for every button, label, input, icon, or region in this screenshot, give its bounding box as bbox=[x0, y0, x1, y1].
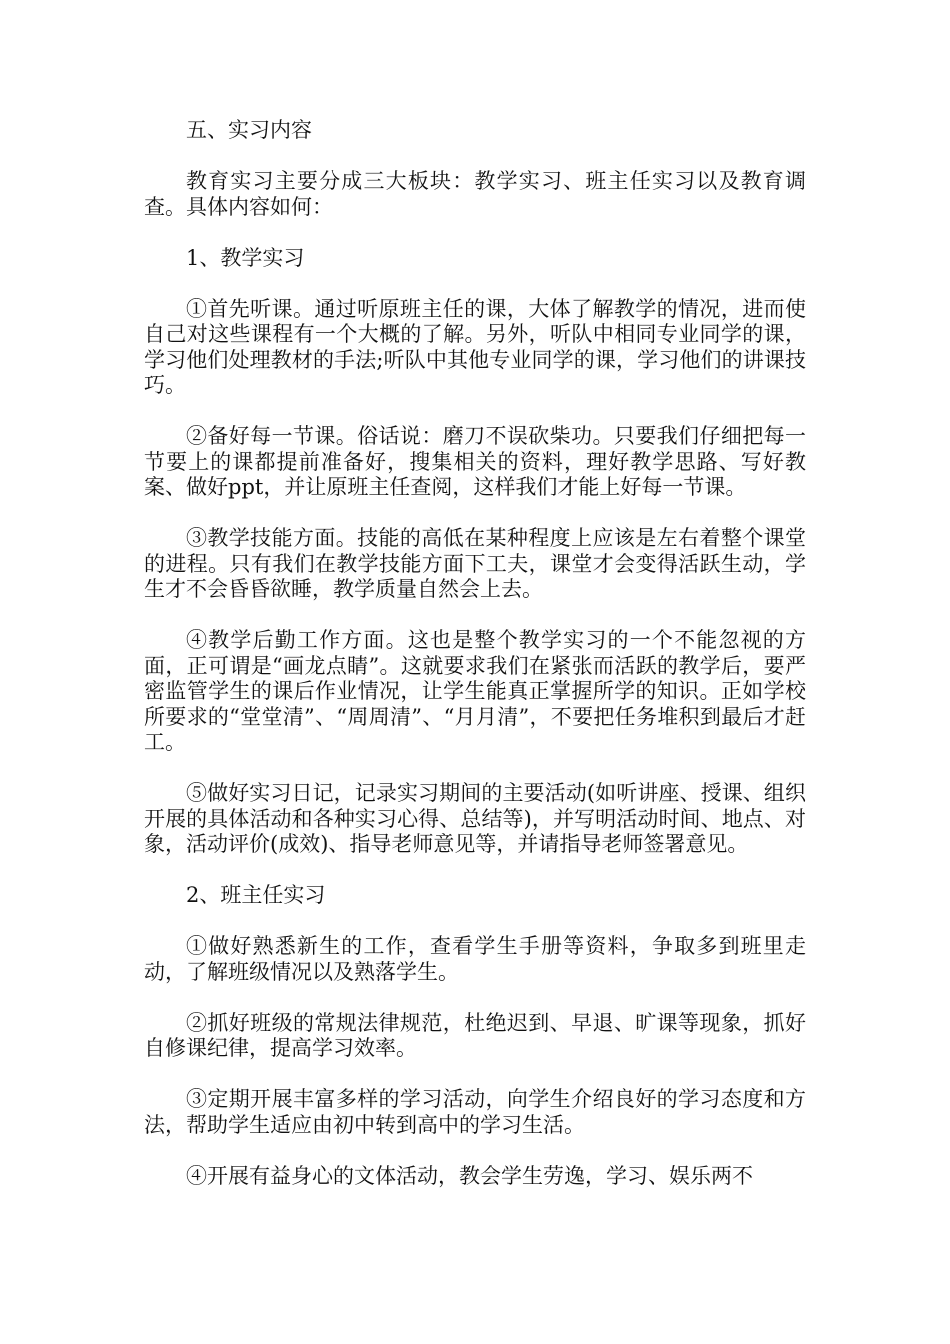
intro-paragraph: 教育实习主要分成三大板块：教学实习、班主任实习以及教育调查。具体内容如何： bbox=[144, 169, 806, 219]
paragraph: ②抓好班级的常规法律规范，杜绝迟到、早退、旷课等现象，抓好自修课纪律，提高学习效率。 bbox=[144, 1010, 806, 1060]
section-heading: 五、实习内容 bbox=[186, 118, 312, 142]
subsection-heading: 2、班主任实习 bbox=[186, 883, 326, 907]
paragraph: ①做好熟悉新生的工作，查看学生手册等资料，争取多到班里走动，了解班级情况以及熟落学生。 bbox=[144, 934, 806, 984]
paragraph: ③教学技能方面。技能的高低在某种程度上应该是左右着整个课堂的进程。只有我们在教学技能方面下工夫，课堂才会变得活跃生动，学生才不会昏昏欲睡，教学质量自然会上去。 bbox=[144, 526, 806, 601]
paragraph: ②备好每一节课。俗话说：磨刀不误砍柴功。只要我们仔细把每一节要上的课都提前准备好，搜集相关的资料，理好教学思路、写好教案、做好ppt，并让原班主任查阅，这样我们才能上好每一节课。 bbox=[144, 424, 806, 499]
subsection-heading: 1、教学实习 bbox=[186, 245, 305, 270]
paragraph: ①首先听课。通过听原班主任的课，大体了解教学的情况，进而使自己对这些课程有一个大概的了解。另外，听队中相同专业同学的课，学习他们处理教材的手法;听队中其他专业同学的课，学习他们的讲课技巧。 bbox=[144, 296, 806, 397]
paragraph: ⑤做好实习日记，记录实习期间的主要活动(如听讲座、授课、组织开展的具体活动和各种实习心得、总结等)，并写明活动时间、地点、对象，活动评价(成效)、指导老师意见等，并请指导老师签署意见。 bbox=[144, 781, 806, 856]
document-body bbox=[144, 118, 806, 1215]
paragraph: ④开展有益身心的文体活动，教会学生劳逸，学习、娱乐两不 bbox=[186, 1163, 753, 1188]
paragraph: ③定期开展丰富多样的学习活动，向学生介绍良好的学习态度和方法，帮助学生适应由初中转到高中的学习生活。 bbox=[144, 1087, 806, 1137]
paragraph: ④教学后勤工作方面。这也是整个教学实习的一个不能忽视的方面，正可谓是“画龙点睛”。这就要求我们在紧张而活跃的教学后，要严密监管学生的课后作业情况，让学生能真正掌握所学的知识。正如学校所要求的“堂堂清”、“周周清”、“月月清”，不要把任务堆积到最后才赶工。 bbox=[144, 628, 806, 754]
